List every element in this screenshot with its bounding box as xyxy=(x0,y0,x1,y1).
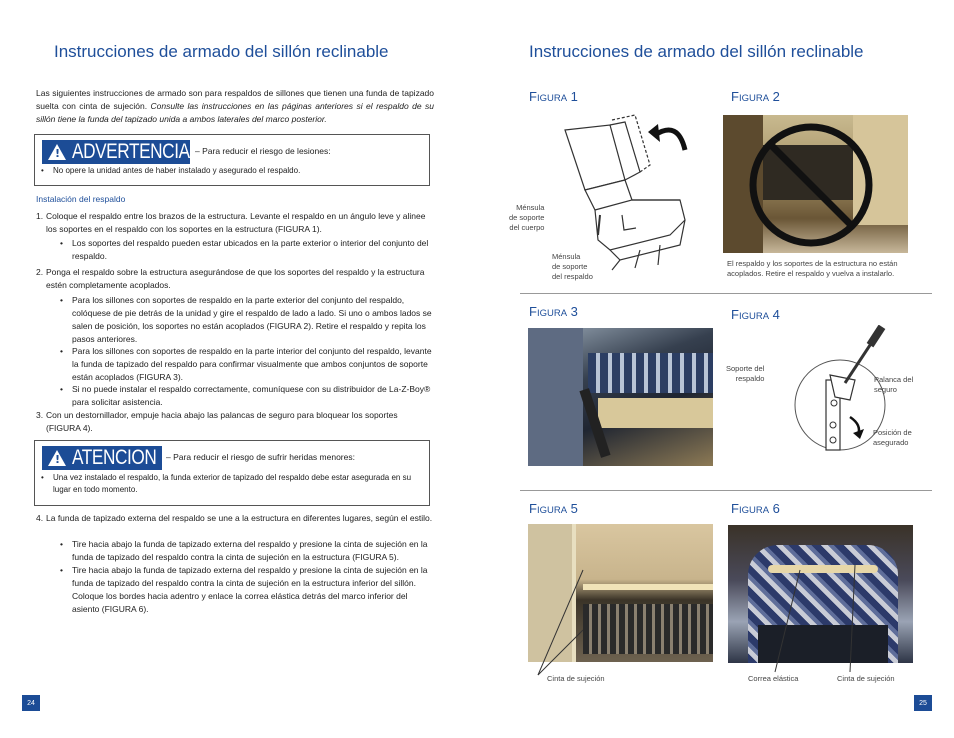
caution-label: ATENCION xyxy=(72,446,157,469)
page-title-left: Instrucciones de armado del sillón reclinable xyxy=(54,42,389,61)
page-number-right: 25 xyxy=(914,695,932,711)
figure-2-label: FIGURA 2 xyxy=(731,89,780,104)
figure-6-label: FIGURA 6 xyxy=(731,501,780,516)
page-title-right: Instrucciones de armado del sillón reclinable xyxy=(529,42,864,61)
step-4 xyxy=(36,512,434,525)
figure-5-caption: Cinta de sujeción xyxy=(547,674,605,683)
figure-3-photo xyxy=(528,328,713,466)
step-1-bullet-1: • Los soportes del respaldo pueden estar ubicados en la parte exterior o interior del conjunto del respaldo. xyxy=(72,237,434,263)
step-3 xyxy=(36,409,434,435)
step-2-text: Ponga el respaldo sobre la estructura asegurándose de que los soportes del respaldo y la estructura estén completamente acoplados. xyxy=(46,267,425,290)
step-3-number: 3. xyxy=(36,410,44,420)
figure-3-label: FIGURA 3 xyxy=(529,304,578,319)
figure-6-caption-velcro: Cinta de sujeción xyxy=(837,674,895,683)
figure-6-pointer xyxy=(760,560,880,680)
figure-1-label: FIGURA 1 xyxy=(529,89,578,104)
caution-box xyxy=(34,440,430,506)
divider-2 xyxy=(520,490,932,491)
caution-subtitle: – Para reducir el riesgo de sufrir heridas menores: xyxy=(166,452,355,462)
step-4-bullet-1: • Tire hacia abajo la funda de tapizado externa del respaldo y presione la cinta de sujeción en la funda de tapizado del respaldo contra la cinta de sujeción en la estructura (FIGURA 5). xyxy=(72,538,434,564)
caution-bullet: • Una vez instalado el respaldo, la funda exterior de tapizado del respaldo debe estar asegurada en su lugar en todo momento. xyxy=(53,472,413,496)
step-4-bullet-2: • Tire hacia abajo la funda de tapizado externa del respaldo y presione la cinta de sujeción en la funda de tapizado del respaldo contra la cinta de sujeción en la estructura inferior del sillón. Coloque los bordes hacia adentro y enlace la correa elástica detrás del marco inferior del asiento (FIGURA 6). xyxy=(72,564,434,616)
intro-italic: Consulte las instrucciones en las páginas anteriores si el respaldo de su sillón tiene la funda del tapizado unida a ambos laterales del marco posterior. xyxy=(36,101,434,124)
figure-2-caption: El respaldo y los soportes de la estructura no están acoplados. Retire el respaldo y vuelva a instalarlo. xyxy=(727,259,898,278)
figure-1-label-body: Ménsula de soporte del cuerpo xyxy=(509,203,545,232)
step-2 xyxy=(36,266,434,292)
step-2-bullet-3: • Si no puede instalar el respaldo correctamente, comuníquese con su distribuidor de La-Z-Boy® para solicitar asistencia. xyxy=(72,383,434,409)
figure-1-label-back: Ménsula de soporte del respaldo xyxy=(552,252,593,281)
warning-label: ADVERTENCIA xyxy=(72,140,190,163)
step-1-number: 1. xyxy=(36,211,44,221)
step-1 xyxy=(36,210,434,236)
figure-6-caption-elastic: Correa elástica xyxy=(748,674,799,683)
warning-box xyxy=(34,134,430,186)
figure-2-photo xyxy=(723,115,908,253)
warning-triangle-icon: ! xyxy=(48,144,66,160)
figure-5-pointer xyxy=(528,560,598,680)
warning-bullet: • No opere la unidad antes de haber instalado y asegurado el respaldo. xyxy=(53,165,423,177)
step-1-text: Coloque el respaldo entre los brazos de la estructura. Levante el respaldo en un ángulo leve y alinee los soportes en el respaldo con los soportes en la estructura (FIGURA 1). xyxy=(46,211,426,234)
figure-4-drawing xyxy=(790,325,900,475)
step-2-bullet-2: • Para los sillones con soportes de respaldo en la parte interior del conjunto del respaldo, levante la funda de tapizado del respaldo para confirmar visualmente que ambos conjuntos de soporte están acoplados (FIGURA 3). xyxy=(72,345,434,384)
figure-4-label: FIGURA 4 xyxy=(731,307,780,322)
section-heading: Instalación del respaldo xyxy=(36,194,126,204)
figure-4-label-support: Soporte del respaldo xyxy=(726,364,765,383)
step-2-number: 2. xyxy=(36,267,44,277)
divider-1 xyxy=(520,293,932,294)
figure-4-label-lock: Posición de asegurado xyxy=(873,428,912,447)
figure-1-drawing xyxy=(550,110,700,275)
intro-plain: Las siguientes instrucciones de armado son para respaldos de sillones que tienen una funda de tapizado suelta con cinta de sujeción. xyxy=(36,88,434,111)
step-2-bullet-1: • Para los sillones con soportes de respaldo en la parte exterior del conjunto del respaldo, colóquese de pie detrás de la unidad y gire el respaldo de lado a lado. Si uno o ambos lados se salen de posición, los soportes no están acoplados (FIGURA 2). Retire el respaldo y repita los pasos anteriores. xyxy=(72,294,434,346)
figure-5-label: FIGURA 5 xyxy=(529,501,578,516)
warning-badge xyxy=(42,140,190,164)
step-3-text: Con un destornillador, empuje hacia abajo las palancas de seguro para bloquear los soportes (FIGURA 4). xyxy=(46,410,398,433)
step-4-number: 4. xyxy=(36,513,44,523)
figure-4-label-lever: Palanca del seguro xyxy=(874,375,914,394)
warning-triangle-icon: ! xyxy=(48,450,66,466)
caution-badge xyxy=(42,446,162,470)
warning-subtitle: – Para reducir el riesgo de lesiones: xyxy=(195,146,331,156)
step-4-text: La funda de tapizado externa del respaldo se une a la estructura en diferentes lugares, según el estilo. xyxy=(46,513,433,523)
page-number-left: 24 xyxy=(22,695,40,711)
intro-paragraph xyxy=(36,87,434,126)
